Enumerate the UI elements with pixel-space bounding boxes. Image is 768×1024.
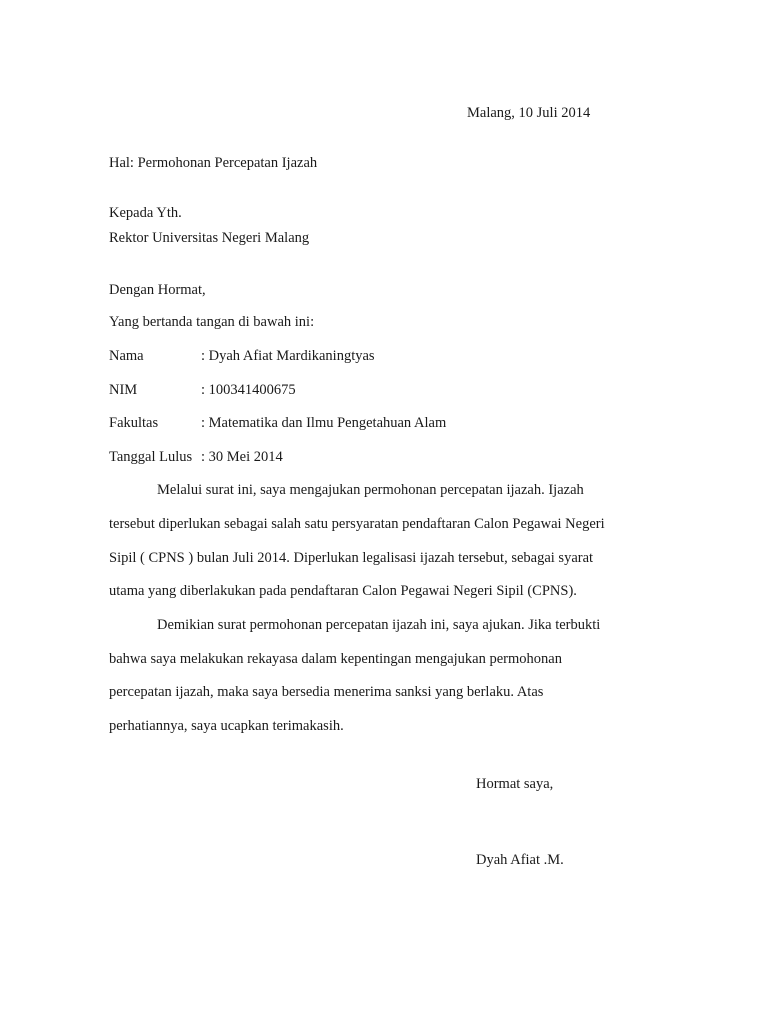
body-line: Melalui surat ini, saya mengajukan permohonan percepatan ijazah. Ijazah <box>157 482 584 498</box>
field-value: : 30 Mei 2014 <box>201 449 283 465</box>
field-label: NIM <box>109 382 138 398</box>
body-line: percepatan ijazah, maka saya bersedia menerima sanksi yang berlaku. Atas <box>109 684 544 700</box>
body-line: Sipil ( CPNS ) bulan Juli 2014. Diperlukan legalisasi ijazah tersebut, sebagai syarat <box>109 550 594 566</box>
body-line: tersebut diperlukan sebagai salah satu persyaratan pendaftaran Calon Pegawai Negeri <box>109 516 605 532</box>
greeting: Dengan Hormat, <box>109 282 206 298</box>
field-nim <box>109 381 296 399</box>
recipient-line-2: Rektor Universitas Negeri Malang <box>109 230 310 246</box>
field-label: Fakultas <box>109 415 159 431</box>
field-tanggal-lulus <box>109 448 283 466</box>
closing: Hormat saya, <box>476 776 554 792</box>
letter-date: Malang, 10 Juli 2014 <box>467 105 591 121</box>
letter-subject: Hal: Permohonan Percepatan Ijazah <box>109 155 318 171</box>
field-label: Tanggal Lulus <box>109 449 193 465</box>
field-label: Nama <box>109 348 144 364</box>
field-fakultas <box>109 414 446 432</box>
recipient-line-1: Kepada Yth. <box>109 205 182 221</box>
body-line: utama yang diberlakukan pada pendaftaran Calon Pegawai Negeri Sipil (CPNS). <box>109 583 577 599</box>
intro-line: Yang bertanda tangan di bawah ini: <box>109 314 315 330</box>
field-value: : 100341400675 <box>201 382 296 398</box>
field-value: : Dyah Afiat Mardikaningtyas <box>201 348 375 364</box>
body-line: bahwa saya melakukan rekayasa dalam kepentingan mengajukan permohonan <box>109 651 562 667</box>
field-value: : Matematika dan Ilmu Pengetahuan Alam <box>201 415 447 431</box>
body-line: Demikian surat permohonan percepatan ijazah ini, saya ajukan. Jika terbukti <box>157 617 601 633</box>
field-nama <box>109 347 375 365</box>
signer-name: Dyah Afiat .M. <box>476 852 564 868</box>
body-line: perhatiannya, saya ucapkan terimakasih. <box>109 718 344 734</box>
